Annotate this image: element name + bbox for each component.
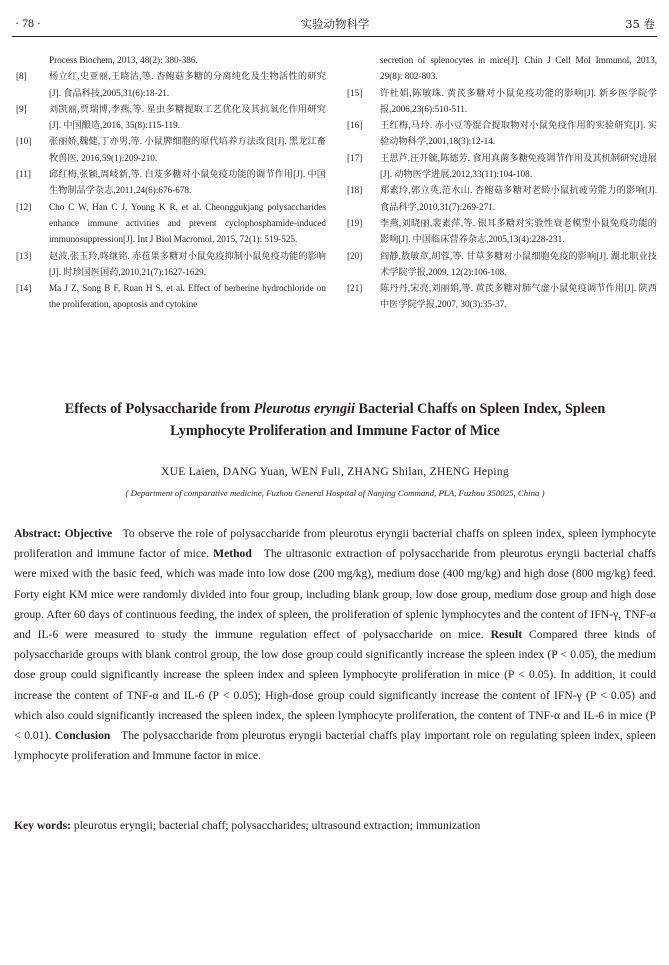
conclusion-text: The polysaccharide from pleurotus eryngii bacterial chaffs play important role on regulating spleen index, spleen lymphocyte proliferation and Immune factor in mice. bbox=[14, 729, 656, 763]
reference-text: 陈丹丹,宋亮,刘丽娟,等. 黄芪多糖对肺气虚小鼠免疫调节作用[J]. 陕西中医学院学报,2007, 30(3):35-37. bbox=[380, 283, 657, 310]
reference-text: 王思芦,汪开毓,陈德芳. 食用真菌多糖免疫调节作用及其机制研究进展[J]. 动物医学进展,2012,33(11):104-108. bbox=[380, 152, 657, 180]
reference-number: [12] bbox=[16, 201, 32, 212]
references-left-column bbox=[14, 52, 326, 313]
volume-label: 35 卷 bbox=[625, 17, 655, 31]
reference-number: [17] bbox=[347, 152, 363, 163]
conclusion-label: Conclusion bbox=[54, 729, 111, 743]
reference-item bbox=[14, 68, 326, 101]
reference-item bbox=[14, 101, 326, 134]
reference-item bbox=[345, 182, 657, 215]
reference-text: Cho C W, Han C J, Young K R, et al. Cheonggukjang polysaccharides enhance immune activities and prevent cyclophosphamide-induced immunosuppression[J]. Int J Biol Macromol, 2015, 72(1): 519-525. bbox=[49, 201, 326, 245]
reference-number: [13] bbox=[16, 250, 32, 261]
reference-number: [15] bbox=[347, 87, 363, 98]
method-text: The ultrasonic extraction of polysaccharide from pleurotus eryngii bacterial chaffs were mixed with the basic feed, which was made into low dose (200 mg/kg), medium dose (400 mg/kg) and high dose (800 mg/kg) feed. Forty eight KM mice were randomly divided into four group, including blank group, low dose group, medium dose group and high dose group. After 60 days of continuous feeding, the index of spleen, the proliferation of splenic lymphocytes and the content of IFN-γ, TNF-α and IL-6 were measured to study the immune regulation effect of polysaccharide on mice. bbox=[14, 547, 657, 642]
reference-item bbox=[345, 117, 657, 150]
author-affiliation: ( Department of comparative medicine, Fuzhou General Hospital of Nanjing Command, PLA, Fuzhou 350025, China ) bbox=[125, 488, 545, 498]
reference-item bbox=[345, 85, 657, 118]
keywords-label: Key words: bbox=[14, 819, 71, 832]
keywords-text: pleurotus eryngii; bacterial chaff; polysaccharides; ultrasound extraction; immunization bbox=[73, 819, 481, 832]
result-text: Compared three kinds of polysaccharide groups with blank control group, the low dose group could significantly increase the spleen index (P < 0.05), the medium dose group could significantly increase the spleen index and spleen lymphocyte proliferation in mice (P < 0.05). In addition, it could increase the content of TNF-α and IL-6 (P < 0.05); High-dose group could significantly increase the content of IFN-γ (P < 0.05) and which also could significantly increased the spleen index, the spleen lymphocyte proliferation, the content of TNF-α and IL-6 in mice (P < 0.01). bbox=[14, 628, 656, 743]
reference-number: [21] bbox=[347, 283, 363, 294]
author-list: XUE Laien, DANG Yuan, WEN Fuli, ZHANG Shilan, ZHENG Heping bbox=[161, 466, 509, 478]
reference-text: 刘凯丽,贾瑞博,李燕,等. 星虫多糖提取工艺优化及其抗氧化作用研究[J]. 中国酿造,2016, 35(8):115-119. bbox=[49, 103, 326, 131]
reference-number: [20] bbox=[347, 250, 363, 261]
reference-continuation: secretion of splenocytes in mice[J]. Chin J Cell Mol Immunol, 2013, 29(8): 802-803. bbox=[380, 55, 657, 82]
header-rule bbox=[12, 36, 657, 37]
page-number: · 78 · bbox=[15, 16, 41, 30]
objective-label: Objective bbox=[64, 527, 113, 540]
abstract-label: Abstract: bbox=[14, 527, 62, 540]
reference-text: 郑素玲,郭立英,范水山. 杏鲍菇多糖对老龄小鼠抗疲劳能力的影响[J]. 食品科学,2010,31(7):269-271. bbox=[380, 185, 657, 212]
reference-item bbox=[14, 133, 326, 166]
reference-number: [19] bbox=[347, 217, 363, 228]
article-title bbox=[30, 399, 640, 442]
reference-item bbox=[14, 199, 326, 248]
reference-number: [10] bbox=[16, 136, 32, 147]
journal-title: 实验动物科学 bbox=[300, 17, 370, 31]
reference-number: [8] bbox=[16, 71, 27, 82]
reference-text: Ma J Z, Song B F, Ruan H S, et al. Effect of berberine hydrochloride on the proliferation, apoptosis and cytokine bbox=[49, 283, 326, 310]
objective-text: To observe the role of polysaccharide from pleurotus eryngii bacterial chaffs on spleen index, spleen lymphocyte proliferation and immune factor of mice. bbox=[14, 527, 656, 561]
reference-item bbox=[345, 248, 657, 281]
method-label: Method bbox=[213, 547, 252, 561]
reference-item bbox=[14, 280, 326, 313]
reference-text: 阎静,敖敏章,胡蓉,等. 甘草多糖对小鼠细胞免疫的影响[J]. 湖北职业技术学院学报,2009, 12(2):106-108. bbox=[380, 250, 657, 277]
reference-item bbox=[345, 150, 657, 183]
title-part: Effects of Polysaccharide from bbox=[64, 401, 254, 417]
reference-number: [11] bbox=[16, 169, 31, 180]
abstract-paragraph bbox=[14, 524, 656, 766]
references-right-column bbox=[345, 52, 657, 313]
reference-number: [14] bbox=[16, 283, 32, 294]
title-species: Pleurotus eryngii bbox=[253, 401, 355, 417]
reference-text: 李燕,刘晓丽,裴素萍,等. 银耳多糖对实验性衰老模型小鼠免疫功能的影响[J]. 中国临床营养杂志,2005,13(4):228-231. bbox=[380, 217, 657, 245]
reference-text: 王红梅,马玲. 赤小豆等混合提取物对小鼠免疫作用的实验研究[J]. 实验动物科学,2001,18(3):12-14. bbox=[380, 120, 657, 147]
reference-item bbox=[345, 215, 657, 248]
reference-text: 许杜娟,陈敏珠. 黄芪多糖对小鼠免疫功能的影响[J]. 新乡医学院学报,2006,23(6):510-511. bbox=[380, 87, 657, 114]
reference-text: 赵波,张玉玲,咚继铭. 赤苞果多糖对小鼠免疫抑制小鼠免疫功能的影响[J]. 时珍国医国药,2010,21(7):1627-1629. bbox=[49, 250, 326, 277]
reference-item bbox=[345, 280, 657, 313]
reference-number: [16] bbox=[347, 120, 363, 131]
reference-item bbox=[14, 248, 326, 281]
reference-number: [9] bbox=[16, 103, 27, 114]
reference-text: 杨立红,史亚丽,王晓洁,等. 杏鲍菇多糖的分离纯化及生物活性的研究[J]. 食品科技,2005,31(6):18-21. bbox=[49, 71, 326, 98]
result-label: Result bbox=[490, 628, 523, 642]
reference-continuation: Process Biochem, 2013, 48(2): 380-386. bbox=[49, 55, 198, 65]
keywords-line bbox=[14, 816, 656, 836]
reference-text: 邱红梅,张颖,周岐新,等. 白芨多糖对小鼠免疫功能的调节作用[J]. 中国生物制品学杂志,2011,24(6):676-678. bbox=[49, 169, 326, 196]
reference-text: 张丽娇,魏健,丁亦男,等. 小鼠脾细胞的原代培养方法改良[J]. 黑龙江畜牧兽医, 2016,59(1):209-210. bbox=[49, 136, 326, 163]
reference-number: [18] bbox=[347, 185, 363, 196]
running-header bbox=[15, 14, 655, 34]
reference-item bbox=[14, 166, 326, 199]
title-part: Bacterial Chaffs on Spleen Index, Spleen Lymphocyte Proliferation and Immune Factor of Mice bbox=[170, 401, 606, 439]
